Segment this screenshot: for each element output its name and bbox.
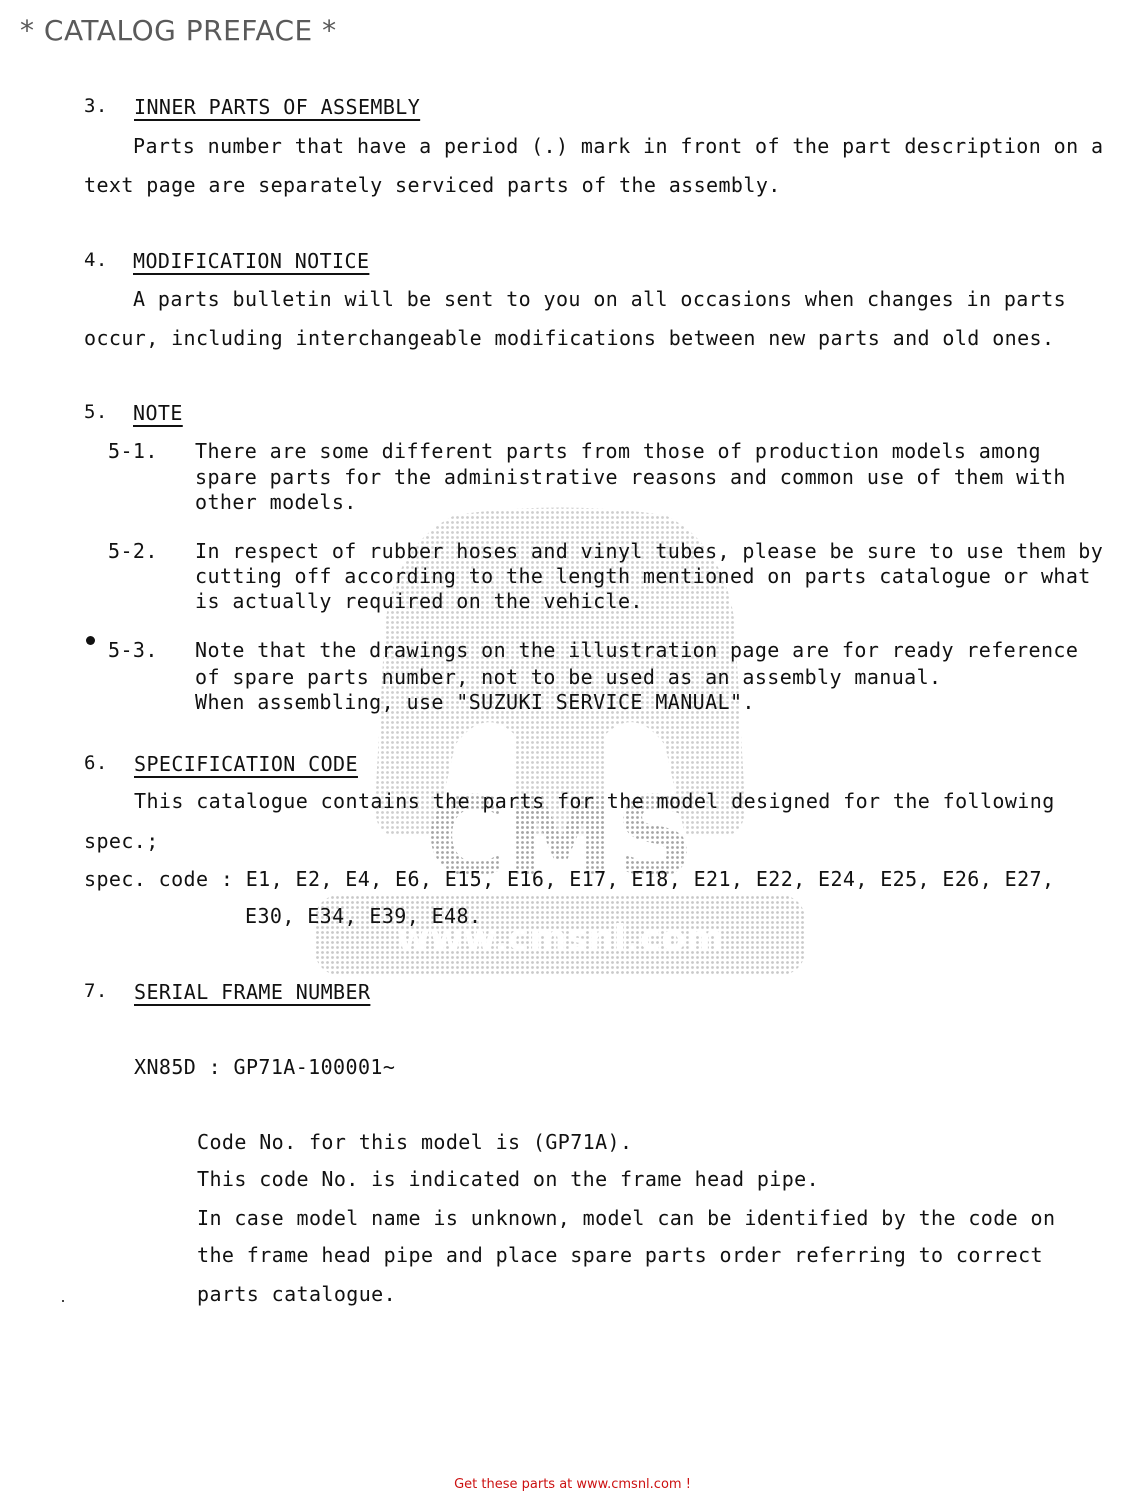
section-6-line-2: spec.; [84,829,159,853]
section-7-number: 7. [84,980,108,1002]
section-3-number: 3. [84,95,108,117]
section-3-heading: INNER PARTS OF ASSEMBLY [134,95,421,119]
section-4-heading: MODIFICATION NOTICE [133,249,370,273]
note-5-1-number: 5-1. [108,439,158,463]
section-7-line-4: the frame head pipe and place spare parts order referring to correct [197,1243,1043,1267]
section-6-heading: SPECIFICATION CODE [134,752,358,776]
bullet-mark [86,636,95,645]
note-5-3-number: 5-3. [108,638,158,662]
watermark-logo-text: CMS [425,773,695,901]
section-5-number: 5. [84,401,108,423]
section-7-line-3: In case model name is unknown, model can be identified by the code on [197,1206,1056,1230]
section-3-line-2: text page are separately serviced parts of the assembly. [84,173,781,197]
note-5-2-line-3: is actually required on the vehicle. [195,589,643,613]
note-5-1-line-3: other models. [195,490,357,514]
note-5-3-line-1: Note that the drawings on the illustration page are for ready reference [195,638,1079,662]
section-7-model-line: XN85D : GP71A-100001~ [134,1055,396,1079]
note-5-2-line-2: cutting off according to the length mentioned on parts catalogue or what [195,564,1091,588]
section-6-line-1: This catalogue contains the parts for the model designed for the following [134,789,1055,813]
section-6-spec-codes: spec. code : E1, E2, E4, E6, E15, E16, E17, E18, E21, E22, E24, E25, E26, E27, [84,867,1055,891]
note-5-3-line-3: When assembling, use "SUZUKI SERVICE MANUAL". [195,690,755,714]
section-6-spec-codes-cont: E30, E34, E39, E48. [245,904,482,928]
note-5-2-line-1: In respect of rubber hoses and vinyl tubes, please be sure to use them by [195,539,1104,563]
section-7-line-1: Code No. for this model is (GP71A). [197,1130,633,1154]
section-3-line-1: Parts number that have a period (.) mark in front of the part description on a [133,134,1104,158]
stray-mark [62,1300,64,1302]
section-4-line-1: A parts bulletin will be sent to you on all occasions when changes in parts [133,287,1067,311]
note-5-1-line-1: There are some different parts from those of production models among [195,439,1041,463]
page-title: * CATALOG PREFACE * [20,14,337,47]
watermark-url-text: www.cmsnl.com [396,918,724,959]
section-4-number: 4. [84,249,108,271]
note-5-2-number: 5-2. [108,539,158,563]
note-5-3-line-2: of spare parts number, not to be used as an assembly manual. [195,665,942,689]
section-7-line-5: parts catalogue. [197,1282,397,1306]
note-5-1-line-2: spare parts for the administrative reasons and common use of them with [195,465,1066,489]
section-6-number: 6. [84,752,108,774]
section-7-heading: SERIAL FRAME NUMBER [134,980,371,1004]
section-4-line-2: occur, including interchangeable modifications between new parts and old ones. [84,326,1055,350]
footer-link[interactable]: Get these parts at www.cmsnl.com ! [454,1477,691,1492]
section-5-heading: NOTE [133,401,183,425]
section-7-line-2: This code No. is indicated on the frame head pipe. [197,1167,820,1191]
